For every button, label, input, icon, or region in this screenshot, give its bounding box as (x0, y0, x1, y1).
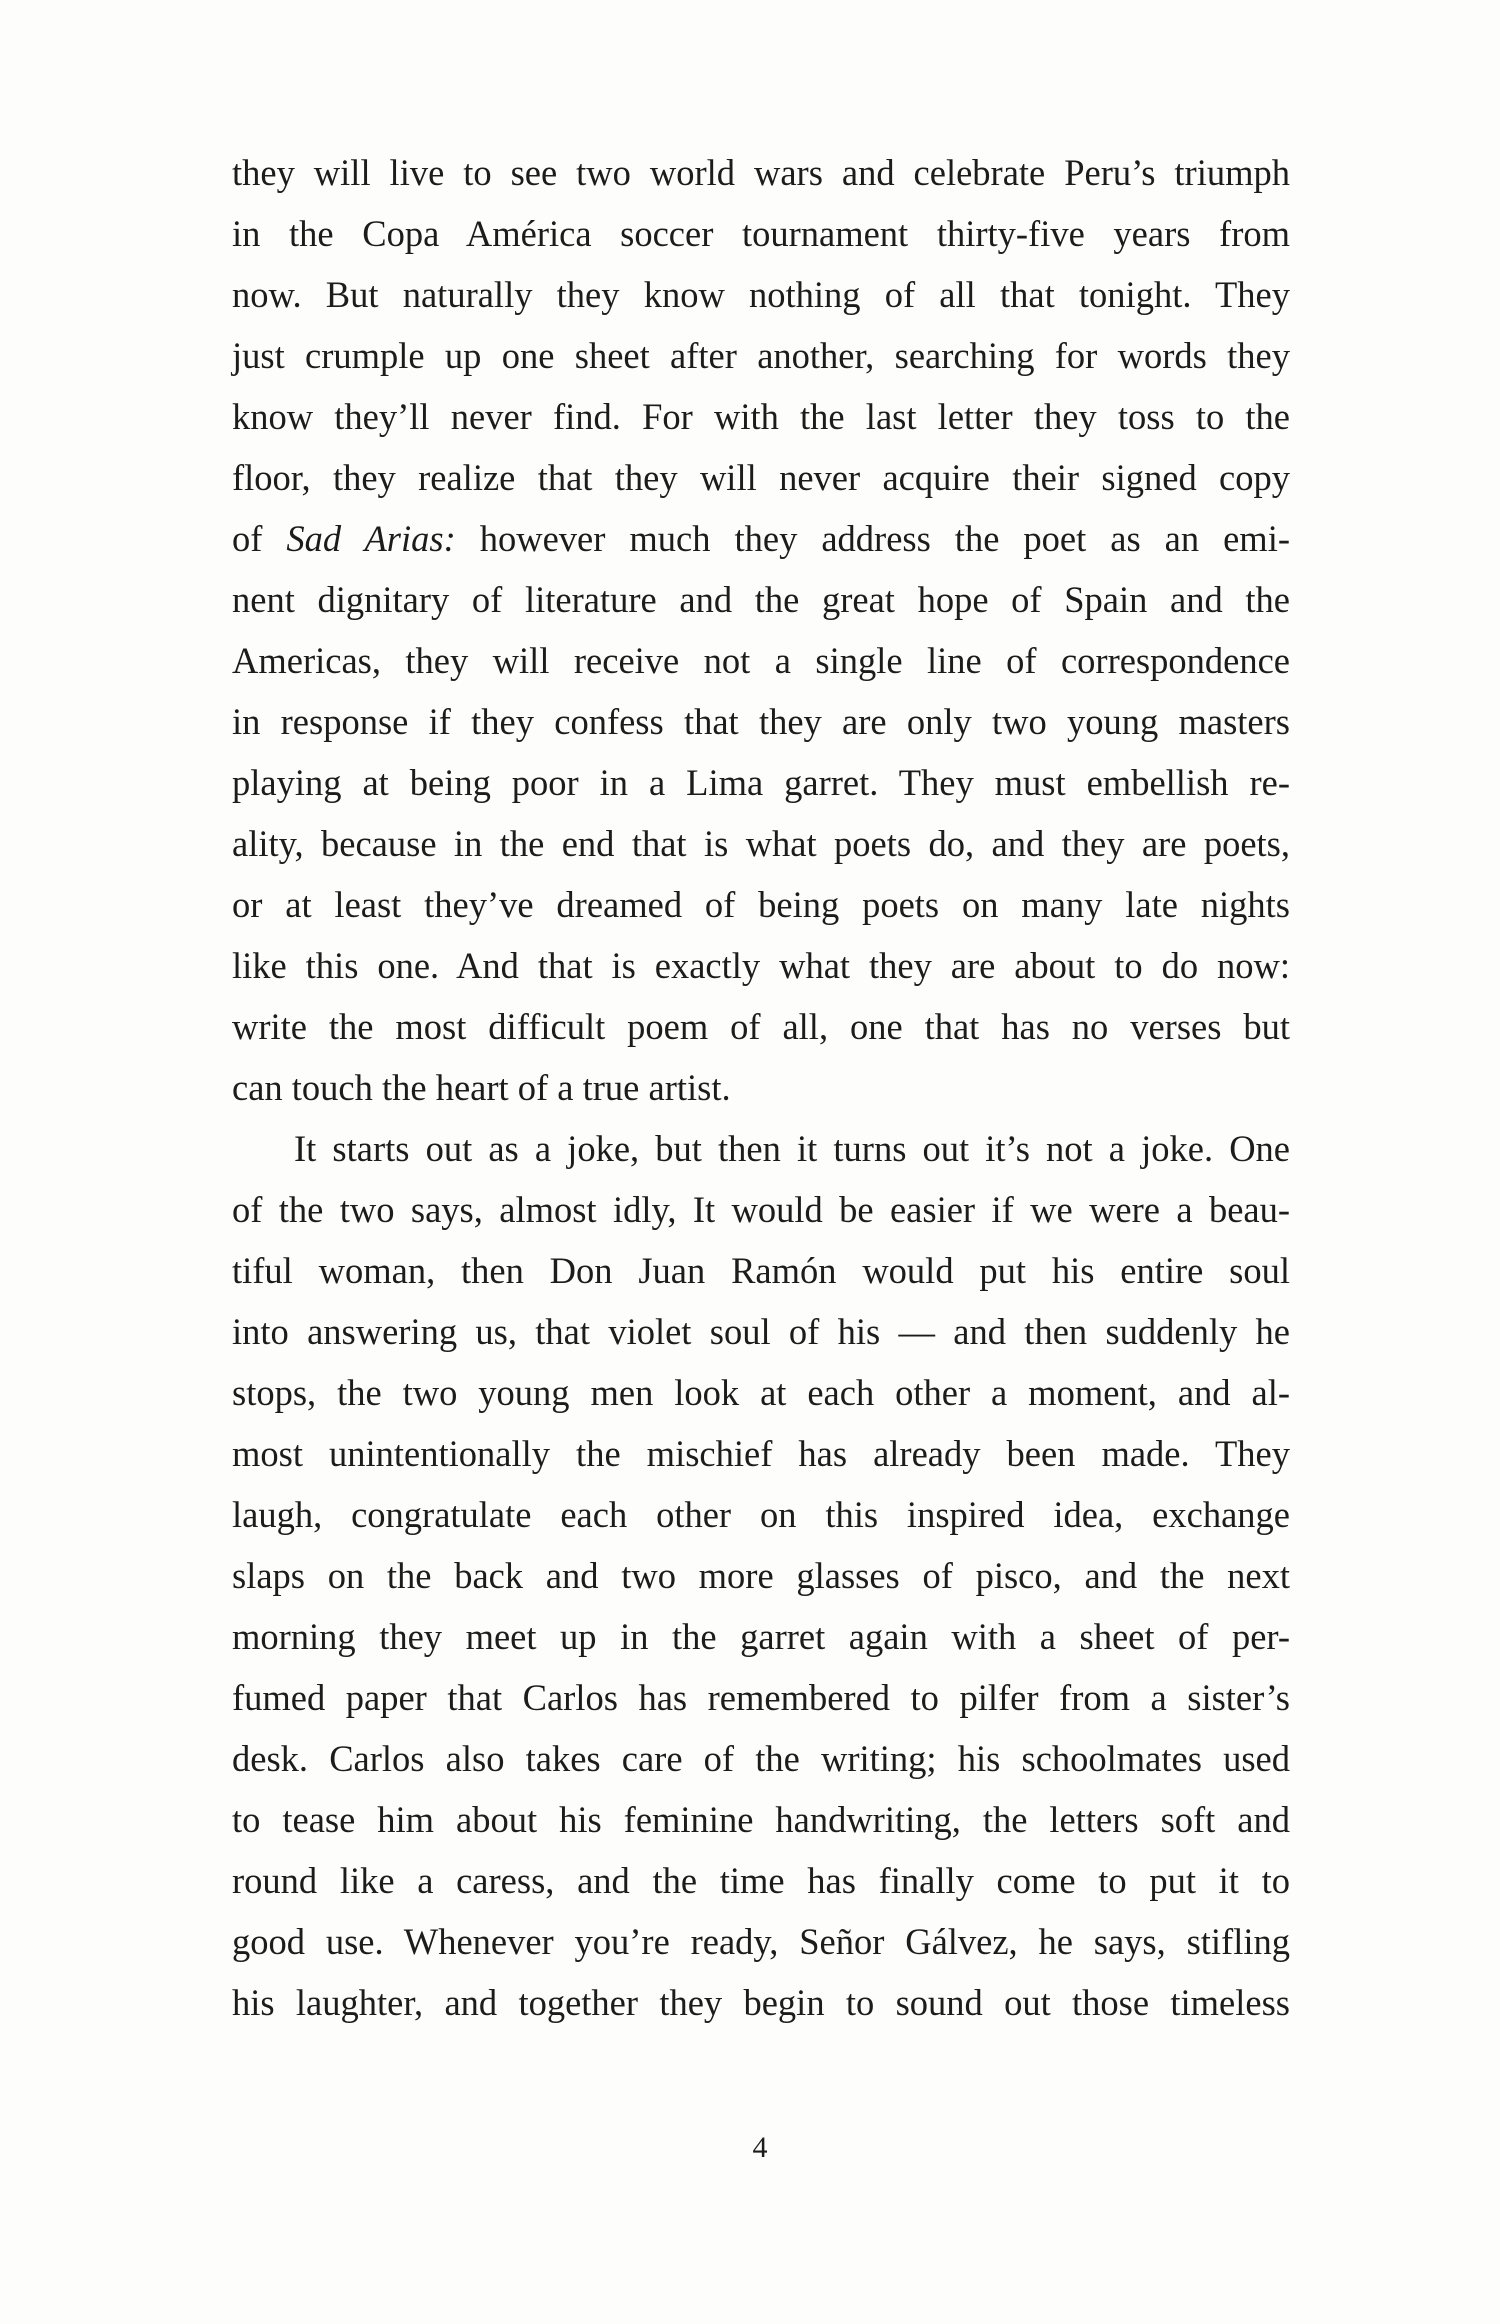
text-line: slaps on the back and two more glasses of pisco, and the next (232, 1555, 1290, 1596)
text-line: fumed paper that Carlos has remembered to pilfer from a sister’s (232, 1677, 1290, 1718)
text-line: most unintentionally the mischief has already been made. They (232, 1433, 1290, 1474)
text-line: know they’ll never find. For with the last letter they toss to the (232, 396, 1290, 437)
line-suffix: however much they address the poet as an emi- (455, 518, 1290, 559)
text-line: round like a caress, and the time has finally come to put it to (232, 1860, 1290, 1901)
text-line: in response if they confess that they are only two young masters (232, 701, 1290, 742)
text-line: Americas, they will receive not a single line of correspondence (232, 640, 1290, 681)
text-line: can touch the heart of a true artist. (232, 1067, 731, 1108)
text-line: desk. Carlos also takes care of the writing; his schoolmates used (232, 1738, 1290, 1779)
text-line: write the most difficult poem of all, one that has no verses but (232, 1006, 1290, 1047)
text-line: in the Copa América soccer tournament thirty-five years from (232, 213, 1290, 254)
text-line: into answering us, that violet soul of his — and then suddenly he (232, 1311, 1290, 1352)
text-line: morning they meet up in the garret again with a sheet of per- (232, 1616, 1290, 1657)
text-line: of the two says, almost idly, It would be easier if we were a beau- (232, 1189, 1290, 1230)
text-line: to tease him about his feminine handwriting, the letters soft and (232, 1799, 1290, 1840)
text-line-with-title (232, 508, 1290, 569)
text-line: or at least they’ve dreamed of being poets on many late nights (232, 884, 1290, 925)
text-line: It starts out as a joke, but then it turns out it’s not a joke. One (294, 1128, 1290, 1169)
text-line: playing at being poor in a Lima garret. They must embellish re- (232, 762, 1290, 803)
text-line: stops, the two young men look at each other a moment, and al- (232, 1372, 1290, 1413)
line-prefix: of (232, 518, 287, 559)
body-text (232, 142, 1290, 2033)
text-line: they will live to see two world wars and celebrate Peru’s triumph (232, 152, 1290, 193)
page-number: 4 (752, 2131, 768, 2164)
book-title: Sad Arias: (286, 518, 456, 559)
text-line: just crumple up one sheet after another, searching for words they (232, 335, 1290, 376)
text-line: tiful woman, then Don Juan Ramón would put his entire soul (232, 1250, 1290, 1291)
text-line: floor, they realize that they will never acquire their signed copy (232, 457, 1290, 498)
paragraph-2 (232, 1118, 1290, 2033)
text-line: laugh, congratulate each other on this inspired idea, exchange (232, 1494, 1290, 1535)
text-line: nent dignitary of literature and the great hope of Spain and the (232, 579, 1290, 620)
text-line: ality, because in the end that is what poets do, and they are poets, (232, 823, 1290, 864)
text-line: his laughter, and together they begin to sound out those timeless (232, 1982, 1290, 2023)
text-line: now. But naturally they know nothing of all that tonight. They (232, 274, 1290, 315)
text-line: like this one. And that is exactly what they are about to do now: (232, 945, 1290, 986)
paragraph-1 (232, 142, 1290, 1118)
text-line: good use. Whenever you’re ready, Señor Gálvez, he says, stifling (232, 1921, 1290, 1962)
